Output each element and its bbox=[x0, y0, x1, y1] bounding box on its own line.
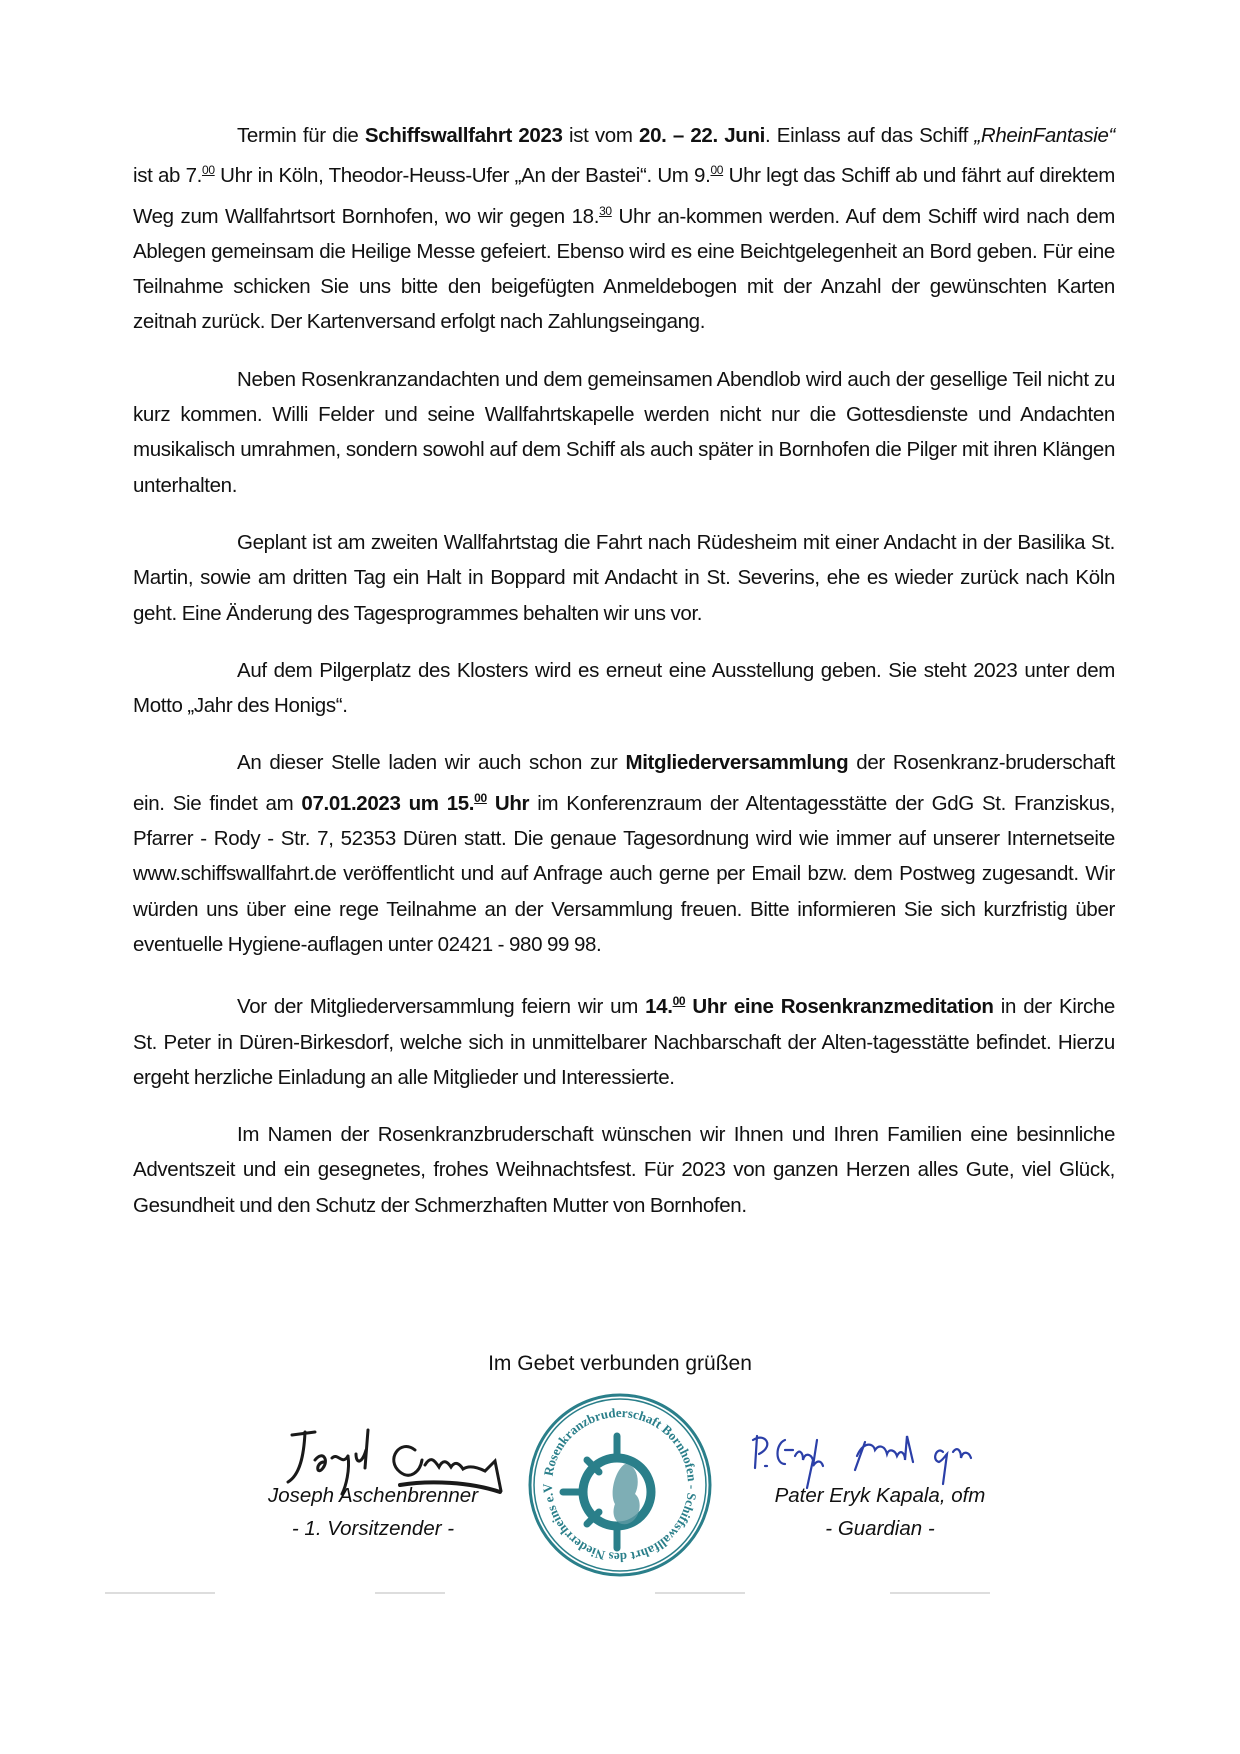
superscript: 00 bbox=[710, 163, 724, 178]
text: im Konferenzraum der Altentagesstätte der GdG St. Franziskus, Pfarrer - Rody - Str. 7, 52353 Düren statt. Die genaue Tagesordnung wird wie immer auf unserer Internetseite www.schiffswallfahrt.de veröffentlicht und auf Anfrage auch gerne per Email bzw. dem Postweg zugesandt. Wir würden uns über eine rege Teilnahme an der Versammlung freuen. Bitte informieren Sie sich kurzfristig über eventuelle Hygiene-auflagen unter 02421 - 980 99 98. bbox=[133, 791, 1115, 956]
paragraph-exhibition: Auf dem Pilgerplatz des Klosters wird es erneut eine Ausstellung geben. Sie steht 2023 unter dem Motto „Jahr des Honigs“. bbox=[133, 658, 1115, 718]
signatory-name: Joseph Aschenbrenner bbox=[267, 1484, 479, 1507]
paragraph-excursions: Geplant ist am zweiten Wallfahrtstag die Fahrt nach Rüdesheim mit einer Andacht in der Basilika St. Martin, sowie am dritten Tag ein Halt in Boppard mit Andacht in St. Severins, ehe es wieder zurück nach Köln geht. Eine Änderung des Tagesprogrammes behalten wir uns vor. bbox=[133, 530, 1115, 625]
text: der Rosenkranz-bruderschaft ein. Sie findet am bbox=[133, 751, 1115, 815]
text: Uhr an-kommen werden. Auf dem Schiff wird nach dem Ablegen gemeinsam die Heilige Messe gefeiert. Ebenso wird es eine Beichtgelegenheit an Bord geben. Für eine Teilnahme schicken Sie uns bitte den beigefügten Anmeldebogen mit der Anzahl der gewünschten Karten zeitnah zurück. Der Kartenversand erfolgt nach Zahlungseingang. bbox=[133, 204, 1115, 334]
signatory-role: - Guardian - bbox=[825, 1517, 935, 1540]
faint-line bbox=[375, 1592, 445, 1594]
seal-text: Rosenkranzbruderschaft Bornhofen - Schiffswallfahrt des Niederrheins e.V bbox=[539, 1404, 701, 1566]
faint-line bbox=[105, 1592, 215, 1594]
paragraph-meditation bbox=[133, 984, 1115, 1095]
text: in der Kirche St. Peter in Düren-Birkesdorf, welche sich in unmittelbarer Nachbarschaft der Alten-tagesstätte befindet. Hierzu ergeht herzliche Einladung an alle Mitglieder und Interessierte. bbox=[133, 995, 1115, 1089]
paragraph-pilgrimage-date bbox=[133, 118, 1115, 340]
text: Termin für die bbox=[237, 124, 365, 147]
ship-name: „RheinFantasie“ bbox=[974, 124, 1115, 147]
letter-body bbox=[133, 118, 1115, 1245]
superscript: 00 bbox=[474, 790, 487, 805]
signatory-name: Pater Eryk Kapala, ofm bbox=[774, 1484, 986, 1507]
text: Vor der Mitgliederversammlung feiern wir um bbox=[237, 995, 646, 1019]
signatory-role: - 1. Vorsitzender - bbox=[291, 1517, 455, 1540]
association-seal bbox=[527, 1392, 713, 1578]
text: ist ab 7. bbox=[133, 164, 202, 188]
bold-text: 20. – 22. Juni bbox=[639, 124, 765, 147]
paragraph-general-meeting bbox=[133, 745, 1115, 962]
text: ist vom bbox=[562, 124, 640, 147]
bold-text: Uhr eine Rosenkranzmeditation bbox=[685, 995, 994, 1019]
text: An dieser Stelle laden wir auch schon zur bbox=[237, 751, 626, 775]
faint-line bbox=[655, 1592, 745, 1594]
bold-text: Mitgliederversammlung bbox=[625, 751, 849, 775]
text: Uhr legt das Schiff ab und fährt auf direktem Weg zum Wallfahrtsort Bornhofen, wo wir gegen 18. bbox=[133, 164, 1116, 228]
bold-text: Schiffswallfahrt 2023 bbox=[364, 124, 563, 147]
superscript: 00 bbox=[672, 994, 686, 1009]
bold-text: 07.01.2023 um 15. bbox=[301, 791, 475, 815]
bold-text: Uhr bbox=[486, 791, 530, 815]
paragraph-program: Neben Rosenkranzandachten und dem gemeinsamen Abendlob wird auch der gesellige Teil nicht zu kurz kommen. Willi Felder und seine Wallfahrtskapelle werden nicht nur die Gottesdienste und Andachten musikalisch umrahmen, sondern sowohl auf dem Schiff als auch später in Bornhofen die Pilger mit ihren Klängen unterhalten. bbox=[133, 367, 1115, 497]
text: Uhr in Köln, Theodor-Heuss-Ufer „An der Bastei“. Um 9. bbox=[214, 164, 711, 188]
text: . Einlass auf das Schiff bbox=[765, 124, 975, 147]
closing-line: Im Gebet verbunden grüßen bbox=[488, 1352, 752, 1375]
superscript: 30 bbox=[599, 203, 612, 218]
paragraph-greetings: Im Namen der Rosenkranzbruderschaft wünschen wir Ihnen und Ihren Familien eine besinnliche Adventszeit und ein gesegnetes, frohes Weihnachtsfest. Für 2023 von ganzen Herzen alles Gute, viel Glück, Gesundheit und den Schutz der Schmerzhaften Mutter von Bornhofen. bbox=[133, 1123, 1115, 1217]
superscript: 00 bbox=[202, 163, 215, 178]
faint-line bbox=[890, 1592, 990, 1594]
ship-wheel-icon bbox=[563, 1436, 651, 1548]
bold-text: 14. bbox=[645, 995, 673, 1019]
